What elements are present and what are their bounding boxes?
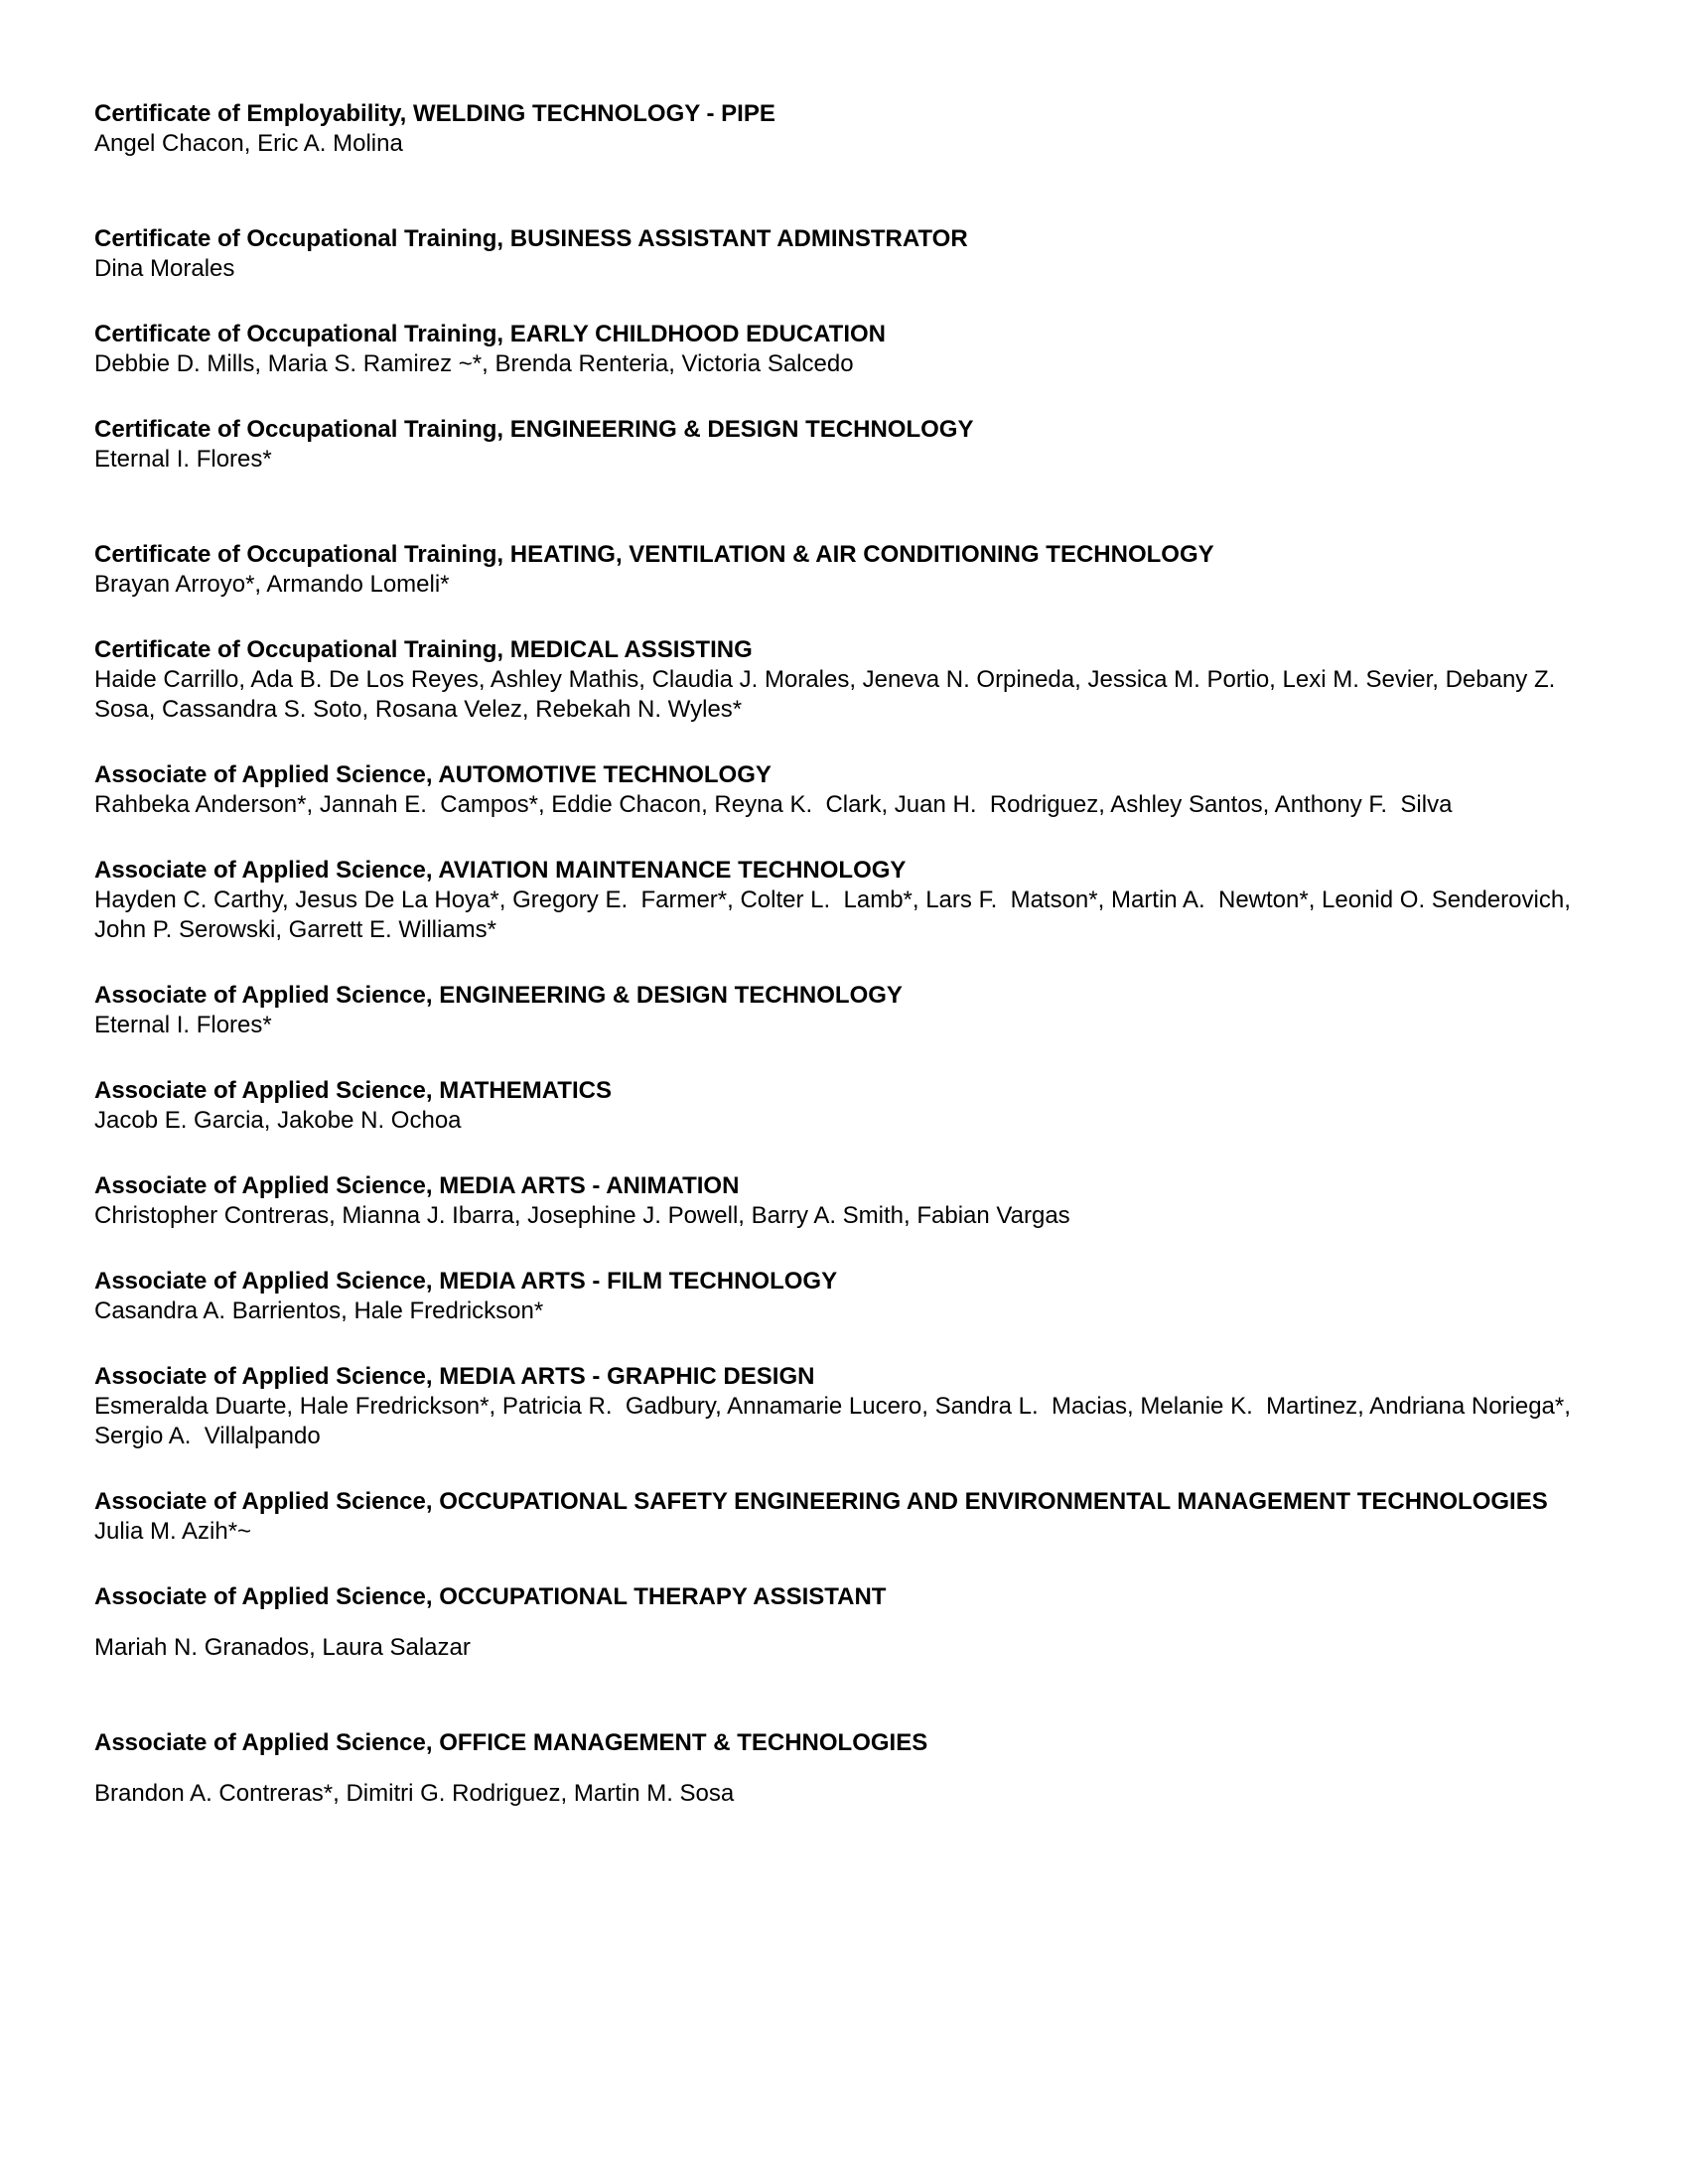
degree-section xyxy=(94,1582,1579,1663)
blank-line xyxy=(94,1663,1579,1693)
graduate-names: Eternal I. Flores* xyxy=(94,446,272,473)
graduate-names: Christopher Contreras, Mianna J. Ibarra, Josephine J. Powell, Barry A. Smith, Fabian Vargas xyxy=(94,1202,1070,1229)
graduate-names: Casandra A. Barrientos, Hale Fredrickson* xyxy=(94,1297,544,1324)
degree-section xyxy=(94,635,1579,725)
degree-section xyxy=(94,1362,1579,1451)
degree-heading: Associate of Applied Science, AVIATION MAINTENANCE TECHNOLOGY xyxy=(94,857,907,884)
graduate-names: Debbie D. Mills, Maria S. Ramirez ~*, Brenda Renteria, Victoria Salcedo xyxy=(94,350,854,377)
graduate-names: Esmeralda Duarte, Hale Fredrickson*, Patricia R. Gadbury, Annamarie Lucero, Sandra L. Macias, Melanie K. Martinez, Andriana Noriega*, Sergio A. Villalpando xyxy=(94,1393,1578,1449)
graduate-names: Angel Chacon, Eric A. Molina xyxy=(94,130,403,157)
heading-space xyxy=(94,1612,1579,1633)
degree-section xyxy=(94,856,1579,945)
degree-heading: Certificate of Occupational Training, EARLY CHILDHOOD EDUCATION xyxy=(94,321,886,347)
blank-line xyxy=(94,945,1579,975)
graduate-names: Mariah N. Granados, Laura Salazar xyxy=(94,1634,471,1661)
degree-section xyxy=(94,1076,1579,1136)
blank-line xyxy=(94,379,1579,409)
blank-line xyxy=(94,284,1579,314)
degree-section xyxy=(94,540,1579,600)
degree-heading: Certificate of Employability, WELDING TECHNOLOGY - PIPE xyxy=(94,100,775,127)
blank-line xyxy=(94,725,1579,754)
graduate-names: Brayan Arroyo*, Armando Lomeli* xyxy=(94,571,450,598)
graduate-names: Rahbeka Anderson*, Jannah E. Campos*, Eddie Chacon, Reyna K. Clark, Juan H. Rodriguez, Ashley Santos, Anthony F. Silva xyxy=(94,791,1453,818)
degree-heading: Associate of Applied Science, AUTOMOTIVE TECHNOLOGY xyxy=(94,761,772,788)
degree-heading: Associate of Applied Science, ENGINEERING & DESIGN TECHNOLOGY xyxy=(94,982,903,1009)
blank-line xyxy=(94,504,1579,534)
graduate-names: Brandon A. Contreras*, Dimitri G. Rodriguez, Martin M. Sosa xyxy=(94,1780,735,1807)
degree-heading: Associate of Applied Science, OCCUPATIONAL THERAPY ASSISTANT xyxy=(94,1583,887,1610)
degree-section xyxy=(94,1267,1579,1326)
blank-line xyxy=(94,475,1579,504)
degree-heading: Associate of Applied Science, MEDIA ARTS - FILM TECHNOLOGY xyxy=(94,1268,838,1295)
blank-line xyxy=(94,1547,1579,1576)
blank-line xyxy=(94,1451,1579,1481)
degree-section xyxy=(94,224,1579,284)
blank-line xyxy=(94,1231,1579,1261)
blank-line xyxy=(94,600,1579,629)
degree-heading: Certificate of Occupational Training, BUSINESS ASSISTANT ADMINSTRATOR xyxy=(94,225,968,252)
degree-heading: Associate of Applied Science, MEDIA ARTS - ANIMATION xyxy=(94,1172,740,1199)
degree-section xyxy=(94,1728,1579,1809)
blank-line xyxy=(94,189,1579,218)
degree-heading: Associate of Applied Science, OCCUPATIONAL SAFETY ENGINEERING AND ENVIRONMENTAL MANAGEMENT TECHNOLOGIES xyxy=(94,1488,1548,1515)
blank-line xyxy=(94,1326,1579,1356)
degree-section xyxy=(94,415,1579,475)
degree-section xyxy=(94,1171,1579,1231)
heading-space xyxy=(94,1758,1579,1779)
degree-section xyxy=(94,981,1579,1040)
blank-line xyxy=(94,159,1579,189)
blank-line xyxy=(94,1040,1579,1070)
degree-heading: Associate of Applied Science, MATHEMATICS xyxy=(94,1077,612,1104)
graduate-names: Dina Morales xyxy=(94,255,235,282)
degree-heading: Certificate of Occupational Training, MEDICAL ASSISTING xyxy=(94,636,753,663)
graduate-names: Eternal I. Flores* xyxy=(94,1012,272,1038)
degree-heading: Associate of Applied Science, OFFICE MANAGEMENT & TECHNOLOGIES xyxy=(94,1729,928,1756)
blank-line xyxy=(94,1693,1579,1722)
blank-line xyxy=(94,1136,1579,1165)
degree-heading: Certificate of Occupational Training, ENGINEERING & DESIGN TECHNOLOGY xyxy=(94,416,974,443)
degree-heading: Certificate of Occupational Training, HEATING, VENTILATION & AIR CONDITIONING TECHNOLOGY xyxy=(94,541,1214,568)
graduate-names: Hayden C. Carthy, Jesus De La Hoya*, Gregory E. Farmer*, Colter L. Lamb*, Lars F. Matson*, Martin A. Newton*, Leonid O. Senderovich, John P. Serowski, Garrett E. Williams* xyxy=(94,887,1578,943)
graduate-names: Haide Carrillo, Ada B. De Los Reyes, Ashley Mathis, Claudia J. Morales, Jeneva N. Orpineda, Jessica M. Portio, Lexi M. Sevier, Debany Z. Sosa, Cassandra S. Soto, Rosana Velez, Rebekah N. Wyles* xyxy=(94,666,1562,723)
degree-section xyxy=(94,99,1579,159)
graduate-names: Julia M. Azih*~ xyxy=(94,1518,252,1545)
degree-section xyxy=(94,1487,1579,1547)
degree-section xyxy=(94,320,1579,379)
graduate-names: Jacob E. Garcia, Jakobe N. Ochoa xyxy=(94,1107,462,1134)
degree-heading: Associate of Applied Science, MEDIA ARTS - GRAPHIC DESIGN xyxy=(94,1363,815,1390)
document-body xyxy=(94,99,1579,1809)
blank-line xyxy=(94,820,1579,850)
degree-section xyxy=(94,760,1579,820)
